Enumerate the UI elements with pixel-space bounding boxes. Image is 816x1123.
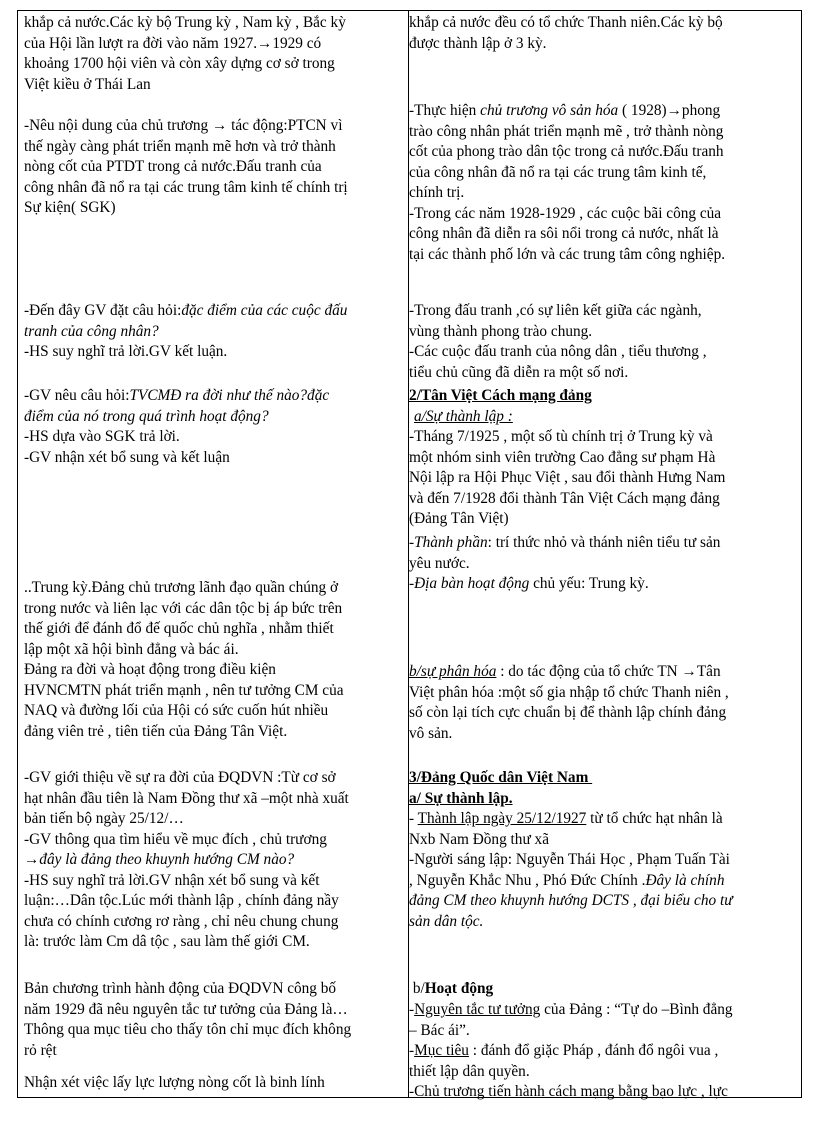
- right-paragraph-2: [409, 101, 797, 265]
- subheading-2a: a/Sự thành lập :: [414, 408, 513, 425]
- left-p6-conclusion: -HS suy nghĩ trả lời.GV nhận xét bổ sung và kết luận:…Dân tộc.Lúc mới thành lập , chính đảng nầy chưa có chính cương rơ ràng , chỉ nêu chung chung là: trước làm Cm dâ tộc , sau làm thế giới CM.: [24, 871, 339, 950]
- left-p6-intro: -GV giới thiệu về sự ra đời của ĐQDVN :Từ cơ sở hạt nhân đầu tiên là Nam Đồng thư xã –một nhà xuất bản tiến bộ ngày 25/12/… -GV thông qua tìm hiểu về mục đích , chủ trương: [24, 769, 349, 848]
- left-p4-question: TVCMĐ ra đời như thế nào?đặc điểm của nó trong quá trình hoạt động?: [24, 387, 330, 425]
- right-p5-label: -Thành phần: [409, 534, 488, 551]
- left-paragraph-6: [24, 768, 403, 953]
- right-p2-policy: chủ trương vô sản hóa: [480, 102, 619, 119]
- left-paragraph-5: ..Trung kỳ.Đảng chủ trương lãnh đạo quần chúng ở trong nước và liên lạc với các dân tộc bị áp bức trên thế giới để đánh đổ đế quốc chủ nghĩa , nhằm thiết lập một xã hội bình đẳng và bác ái. Đảng ra đời và hoạt động trong điều kiện HVNCMTN phát triển mạnh , nên tư tưởng CM của NAQ và đường lối của Hội có sức cuốn hút nhiều đảng viên trẻ , tiên tiến của Đảng Tân Việt.: [24, 579, 344, 740]
- right-p8-policy: Chủ trương: [414, 1083, 485, 1100]
- right-paragraph-1: khắp cả nước đều có tổ chức Thanh niên.Các kỳ bộ được thành lập ở 3 kỳ.: [409, 14, 723, 52]
- right-p7-dash: -: [409, 810, 418, 827]
- right-p7-date: Thành lập ngày 25/12/1927: [417, 810, 587, 827]
- right-p8-text: của Đảng : “Tự do –Bình đẳng – Bác ái”. -: [409, 1001, 733, 1059]
- right-paragraph-3: -Trong đấu tranh ,có sự liên kết giữa các ngành, vùng thành phong trào chung. -Các cuộc đấu tranh của nông dân , tiểu thương , tiểu chủ cũng đã diễn ra một số nơi.: [409, 302, 707, 381]
- right-paragraph-4: -Tháng 7/1925 , một số tù chính trị ở Trung kỳ và một nhóm sinh viên trường Cao đẳng sư phạm Hà Nội lập ra Hội Phục Việt , sau đổi thành Hưng Nam và đến 7/1928 đổi thành Tân Việt Cách mạng đảng (Đảng Tân Việt): [409, 428, 726, 527]
- subheading-3a-text: a/ Sự thành lập.: [409, 790, 513, 807]
- right-p6-text: : do tác động của tổ chức TN →Tân Việt phân hóa :một số gia nhập tổ chức Thanh niên , số còn lại tích cực chuẩn bị để thành lập chính đảng vô sản.: [409, 663, 729, 742]
- right-p5-text-2: chủ yếu: Trung kỳ.: [529, 575, 649, 592]
- left-paragraph-7: Bản chương trình hành động của ĐQDVN công bố năm 1929 đã nêu nguyên tắc tư tưởng của Đảng là… Thông qua mục tiêu cho thấy tôn chỉ mục đích không rỏ rệt: [24, 980, 352, 1059]
- left-paragraph-8: Nhận xét việc lấy lực lượng nòng cốt là binh lính: [24, 1074, 325, 1091]
- lesson-table: [17, 10, 802, 1098]
- left-p3-text: -Đến đây GV đặt câu hỏi:: [24, 302, 182, 319]
- right-p8-principle: Nguyên tắc tư tưởng: [414, 1001, 541, 1018]
- right-paragraph-6: [409, 662, 797, 744]
- right-paragraph-7: [409, 809, 797, 932]
- right-p5-label-2: -Địa bàn hoạt động: [409, 575, 530, 592]
- subheading-3b-text: Hoạt động: [424, 980, 494, 997]
- left-paragraph-1: khắp cả nước.Các kỳ bộ Trung kỳ , Nam kỳ , Bắc kỳ của Hội lần lượt ra đời vào năm 1927.→1929 có khoảng 1700 hội viên và còn xây dựng cơ sở trong Việt kiều ở Thái Lan: [24, 14, 346, 93]
- right-p8-dash: -: [409, 1001, 415, 1018]
- subheading-3b-prefix: b/: [409, 980, 425, 997]
- left-p3-answer: -HS suy nghĩ trả lời.GV kết luận.: [24, 343, 228, 360]
- right-p5-text: : trí thức nhỏ và thánh niên tiểu tư sản yêu nước.: [409, 534, 721, 572]
- right-p2-body: ( 1928)→phong trào công nhân phát triển mạnh mẽ , trở thành nòng cốt của phong trào dân tộc trong cả nước.Đấu tranh của công nhân đã nổ ra tại các trung tâm kinh tế, chính trị. -Trong các năm 1928-1929 , các cuộc bãi công của công nhân đã diễn ra sôi nổi trong cả nước, nhất là tại các thành phố lớn và các trung tâm công nghiệp.: [409, 102, 726, 263]
- section-heading-2: 2/Tân Việt Cách mạng đảng: [409, 387, 592, 404]
- right-paragraph-5: [409, 533, 797, 595]
- left-paragraph-2: -Nêu nội dung của chủ trương → tác động:PTCN vì thế ngày càng phát triển mạnh mẽ hơn và trở thành nòng cốt của PTDT trong cả nước.Đấu tranh của công nhân đã nổ ra tại các trung tâm kinh tế chính trị Sự kiện( SGK): [24, 117, 348, 216]
- right-p8-text-3: tiến hành cách mạng bằng bạo lực , lực: [484, 1083, 728, 1100]
- right-p6-label: b/sự phân hóa: [409, 663, 497, 680]
- left-p6-question: →đây là đảng theo khuynh hướng CM nào?: [24, 851, 295, 868]
- right-paragraph-8: [409, 1000, 797, 1103]
- left-p4-text: -GV nêu câu hỏi:: [24, 387, 130, 404]
- left-p4-answer: -HS dựa vào SGK trả lời. -GV nhận xét bổ sung và kết luận: [24, 428, 230, 466]
- subheading-3b: [409, 979, 797, 1000]
- left-paragraph-4: [24, 386, 403, 468]
- subheading-3a: [409, 789, 797, 810]
- right-p8-text-2: : đánh đổ giặc Pháp , đánh đổ ngôi vua , thiết lập dân quyền. -: [409, 1042, 719, 1100]
- right-p8-goal: Mục tiêu: [414, 1042, 469, 1059]
- right-p7-body: từ tổ chức hạt nhân là Nxb Nam Đồng thư xã -Người sáng lập: Nguyễn Thái Học , Phạm Tuấn Tài , Nguyễn Khắc Nhu , Phó Đức Chính .: [409, 810, 730, 889]
- section-heading-3: 3/Đảng Quốc dân Việt Nam: [409, 769, 593, 786]
- left-paragraph-3: [24, 301, 403, 363]
- right-p2-lead: -Thực hiện: [409, 102, 481, 119]
- right-p7-conclusion: Đây là chính đảng CM theo khuynh hướng DCTS , đại biểu cho tư sản dân tộc.: [409, 871, 733, 930]
- left-p3-question: đặc điểm của các cuộc đấu tranh của công nhân?: [24, 302, 348, 340]
